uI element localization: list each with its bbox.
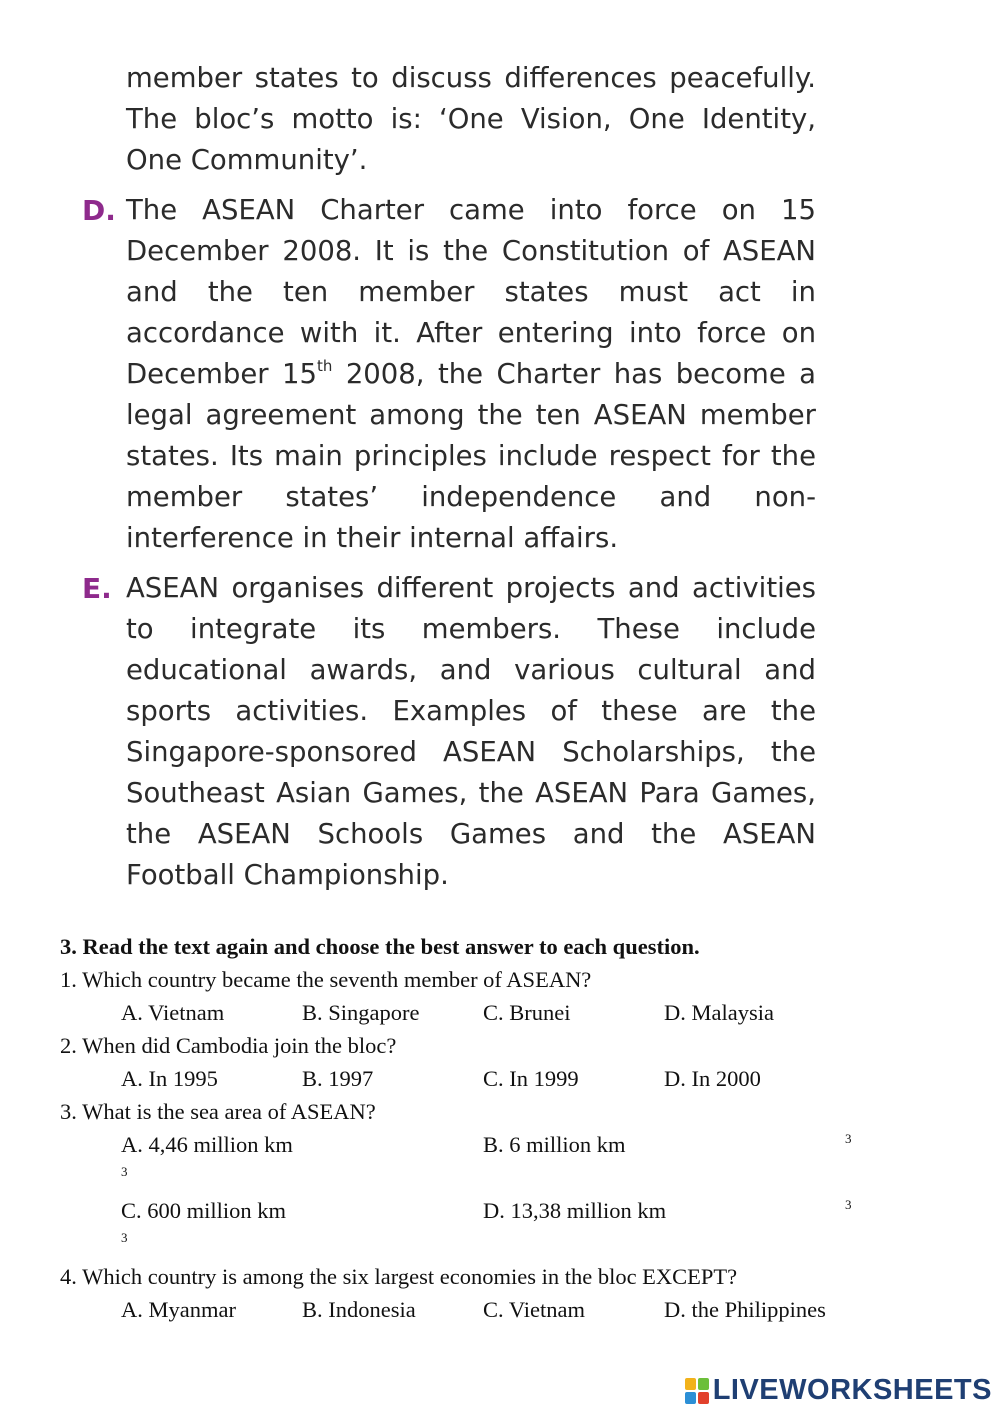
answer-option[interactable]: C. Vietnam xyxy=(483,1297,585,1322)
unit-superscript: 3 xyxy=(121,1164,128,1179)
answer-option[interactable] xyxy=(483,1128,852,1194)
answer-option[interactable]: D. the Philippines xyxy=(664,1297,826,1322)
question-4: 4. Which country is among the six largest economies in the bloc EXCEPT? xyxy=(60,1264,738,1289)
paragraph-continued xyxy=(82,58,816,181)
answer-option[interactable] xyxy=(121,1128,483,1194)
unit-superscript: 3 xyxy=(845,1197,852,1212)
answer-option-text: D. 13,38 million km xyxy=(483,1198,667,1223)
answer-option[interactable]: C. Brunei xyxy=(483,1000,571,1025)
liveworksheets-logo-icon xyxy=(685,1378,709,1404)
liveworksheets-logo-text: LIVEWORKSHEETS xyxy=(712,1374,992,1406)
answer-option[interactable]: C. In 1999 xyxy=(483,1066,579,1091)
paragraph-d xyxy=(82,190,816,559)
question-4-options xyxy=(60,1293,940,1326)
unit-superscript: 3 xyxy=(121,1230,128,1245)
answer-option[interactable]: B. Indonesia xyxy=(302,1297,416,1322)
paragraph-letter-e: E. xyxy=(82,572,112,605)
answer-option[interactable]: D. Malaysia xyxy=(664,1000,774,1025)
answer-option-text: C. 600 million km xyxy=(121,1198,287,1223)
exercise-title: 3. Read the text again and choose the best answer to each question. xyxy=(60,934,700,959)
answer-option[interactable]: A. Myanmar xyxy=(121,1297,236,1322)
answer-option[interactable]: B. Singapore xyxy=(302,1000,420,1025)
exercise-section xyxy=(60,930,940,1326)
answer-option[interactable]: A. In 1995 xyxy=(121,1066,218,1091)
liveworksheets-logo[interactable] xyxy=(685,1374,992,1407)
unit-superscript: 3 xyxy=(845,1131,852,1146)
paragraph-d-text-part2: 2008, the Charter has become a legal agreement among the ten ASEAN member states. Its main principles include respect for the member states’ independence and non-interference in their internal affairs. xyxy=(126,358,817,554)
answer-option[interactable]: D. In 2000 xyxy=(664,1066,761,1091)
paragraph-e xyxy=(82,568,816,896)
answer-option[interactable]: B. 1997 xyxy=(302,1066,374,1091)
paragraph-continued-text: member states to discuss differences peacefully. The bloc’s motto is: ‘One Vision, One Identity, One Community’. xyxy=(126,62,816,176)
question-2-options xyxy=(60,1062,940,1095)
answer-option[interactable]: A. Vietnam xyxy=(121,1000,225,1025)
answer-option-text: B. 6 million km xyxy=(483,1132,626,1157)
answer-option[interactable] xyxy=(483,1194,852,1260)
reading-passage xyxy=(82,58,816,896)
ordinal-superscript: th xyxy=(317,357,333,375)
question-2: 2. When did Cambodia join the bloc? xyxy=(60,1033,397,1058)
paragraph-e-text: ASEAN organises different projects and activities to integrate its members. These include educational awards, and various cultural and sports activities. Examples of these are the Singapore-sponsored ASEAN Scholarships, the Southeast Asian Games, the ASEAN Para Games, the ASEAN Schools Games and the ASEAN Football Championship. xyxy=(126,572,816,891)
paragraph-letter-d: D. xyxy=(82,194,116,227)
answer-option[interactable] xyxy=(121,1194,483,1260)
question-3-options-row1 xyxy=(60,1128,940,1194)
question-3: 3. What is the sea area of ASEAN? xyxy=(60,1099,376,1124)
answer-option-text: A. 4,46 million km xyxy=(121,1132,293,1157)
question-1: 1. Which country became the seventh member of ASEAN? xyxy=(60,967,592,992)
question-1-options xyxy=(60,996,940,1029)
question-3-options-row2 xyxy=(60,1194,940,1260)
paragraph-d-text-part1: The ASEAN Charter came into force on 15 December 2008. It is the Constitution of ASEAN and the ten member states must act in accordance with it. After entering into force on December 15 xyxy=(126,194,816,390)
